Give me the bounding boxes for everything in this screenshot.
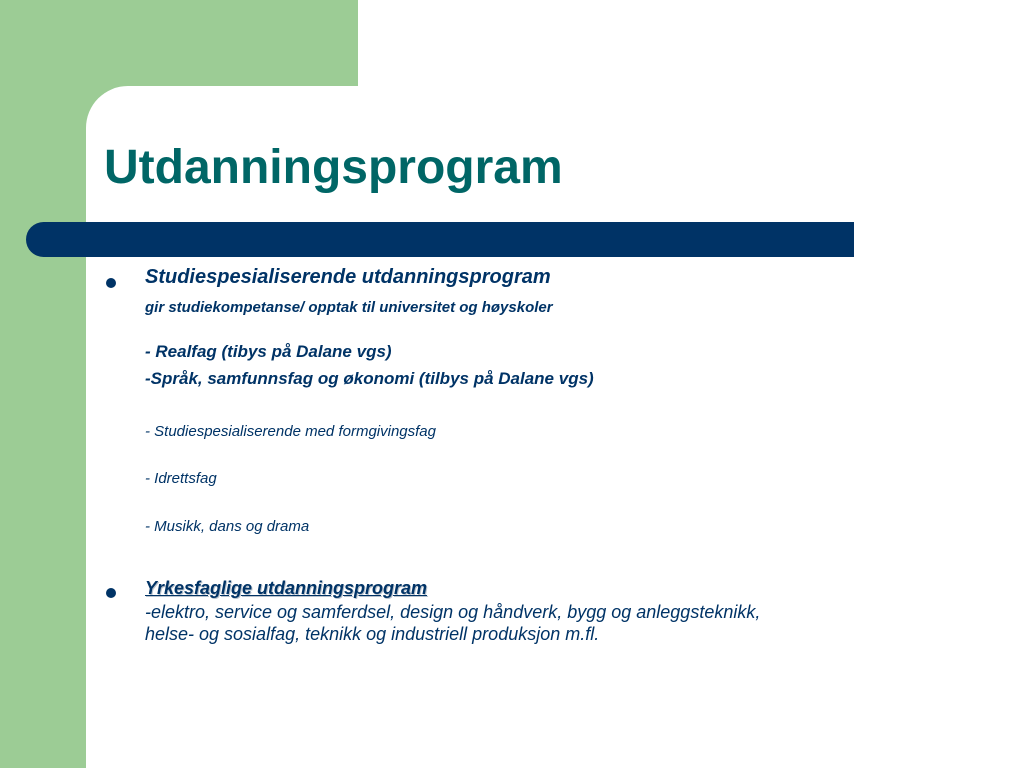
yrkesfag-description-line: helse- og sosialfag, teknikk og industriell produksjon m.fl. (145, 624, 600, 644)
bullet-dot-icon (106, 278, 116, 288)
bullet-subheading: gir studiekompetanse/ opptak til universitet og høyskoler (145, 299, 553, 316)
program-item-realfag: - Realfag (tibys på Dalane vgs) (145, 342, 392, 361)
yrkesfag-description-line: -elektro, service og samferdsel, design og håndverk, bygg og anleggsteknikk, (145, 602, 761, 622)
program-item-sprak: -Språk, samfunnsfag og økonomi (tilbys på Dalane vgs) (145, 369, 594, 388)
program-item-formgivingsfag: - Studiespesialiserende med formgivingsfag (145, 423, 436, 440)
slide-title: Utdanningsprogram (104, 141, 563, 194)
program-item-musikk: - Musikk, dans og drama (145, 518, 310, 535)
bullet-heading-yrkesfaglige[interactable]: Yrkesfaglige utdanningsprogram (145, 578, 428, 598)
bullet-heading-studiespesialiserende: Studiespesialiserende utdanningsprogram (145, 266, 551, 288)
bullet-dot-icon (106, 588, 116, 598)
program-item-idrettsfag: - Idrettsfag (145, 470, 217, 487)
